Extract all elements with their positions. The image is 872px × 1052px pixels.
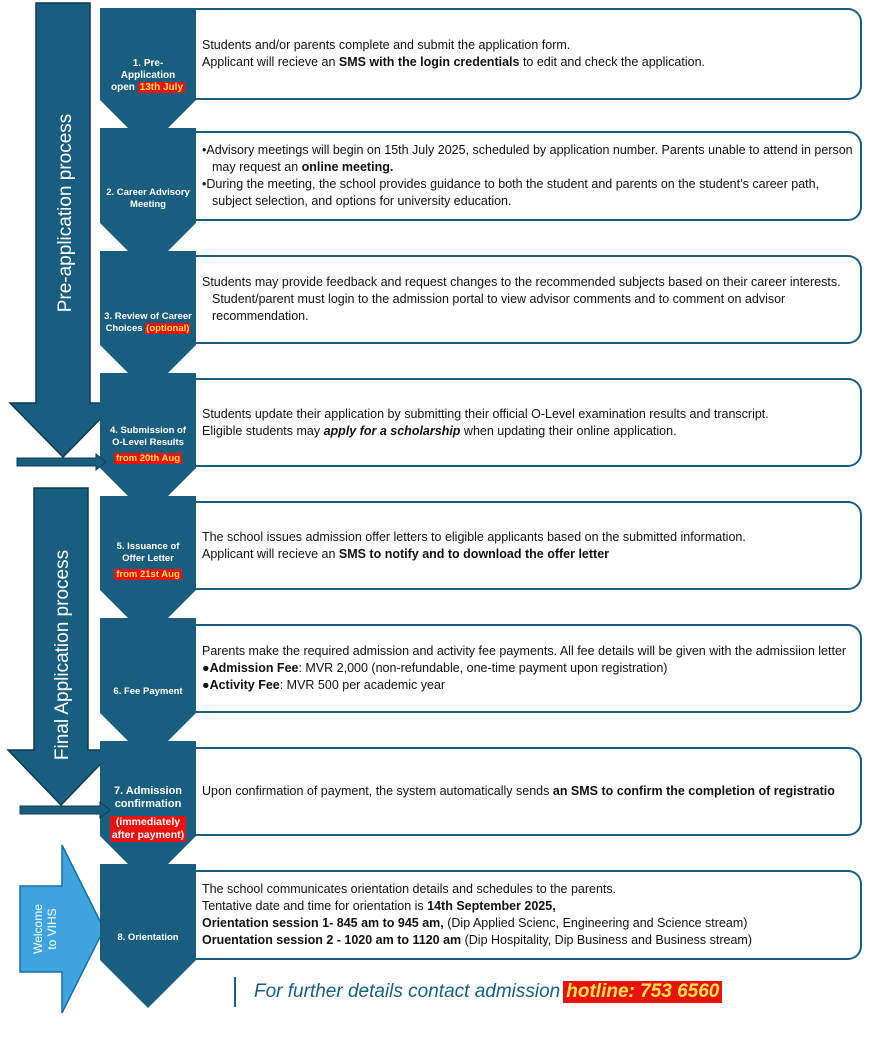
step-8-box: The school communicates orientation details and schedules to the parents. Tentative date and time for orientation is 14th September 2025, Orientation session 1- 845 am to 945 am, (Dip Applied Scienc, Engineering and Science stream) Oruentation session 2 - 1020 am to 1120 am (Dip Hospitality, Dip Business and Business stream) <box>196 870 862 960</box>
step-7-badge: (immediately after payment) <box>111 816 185 841</box>
step-5-badge: from 21st Aug <box>116 569 180 580</box>
step-7-box: Upon confirmation of payment, the system automatically sends an SMS to confirm the completion of registratio <box>196 747 862 836</box>
welcome-label: Welcome to VIHS <box>31 904 59 954</box>
step-1-badge: 13th July <box>139 82 184 93</box>
step-1-box: Students and/or parents complete and submit the application form. Applicant will recieve an SMS with the login credentials to edit and check the application. <box>196 8 862 100</box>
pre-application-label: Pre-application process <box>55 113 76 313</box>
final-application-label: Final Application process <box>52 549 73 761</box>
connector-arrow-2 <box>20 802 110 818</box>
step-6-box: Parents make the required admission and activity fee payments. All fee details will be given with the admissiion letter ●Admission Fee: MVR 2,000 (non-refundable, one-time payment upon registration) ●Activity Fee: MVR 500 per academic year <box>196 624 862 713</box>
footer-text: For further details contact admission <box>254 981 561 1002</box>
step-4-box: Students update their application by submitting their official O-Level examination results and transcript. Eligible students may apply for a scholarship when updating their online application. <box>196 378 862 467</box>
footer-contact <box>234 977 722 1007</box>
step-1-label: 1. Pre- Application open 13th July <box>110 58 184 93</box>
step-7-label: 7. Admission confirmation (immediately after payment) <box>111 785 185 841</box>
step-2-label: 2. Career Advisory Meeting <box>106 187 190 210</box>
hotline-badge: hotline: 753 6560 <box>563 981 722 1003</box>
step-3-label: 3. Review of Career Choices (optional) <box>104 311 192 334</box>
step-5-box: The school issues admission offer letters to eligible applicants based on the submitted information. Applicant will recieve an SMS to notify and to download the offer letter <box>196 501 862 590</box>
step-4-badge: from 20th Aug <box>115 453 181 464</box>
step-3-badge: (optional) <box>146 323 190 334</box>
step-6-label: 6. Fee Payment <box>113 686 183 697</box>
step-4-label: 4. Submission of O-Level Results from 20th Aug <box>109 425 186 464</box>
step-2-box: •Advisory meetings will begin on 15th July 2025, scheduled by application number. Parents unable to attend in person may request an online meeting. •During the meeting, the school provides guidance to both the student and parents on the student’s career path, subject selection, and options for university education. <box>196 131 862 221</box>
step-chevrons <box>100 8 196 1008</box>
step-8-label: 8. Orientation <box>117 932 179 943</box>
step-3-box: Students may provide feedback and request changes to the recommended subjects based on their career interests. Student/parent must login to the admission portal to view advisor comments and to comment on advisor recommendation. <box>196 255 862 344</box>
step-5-label: 5. Issuance of Offer Letter from 21st Aug <box>116 541 180 580</box>
